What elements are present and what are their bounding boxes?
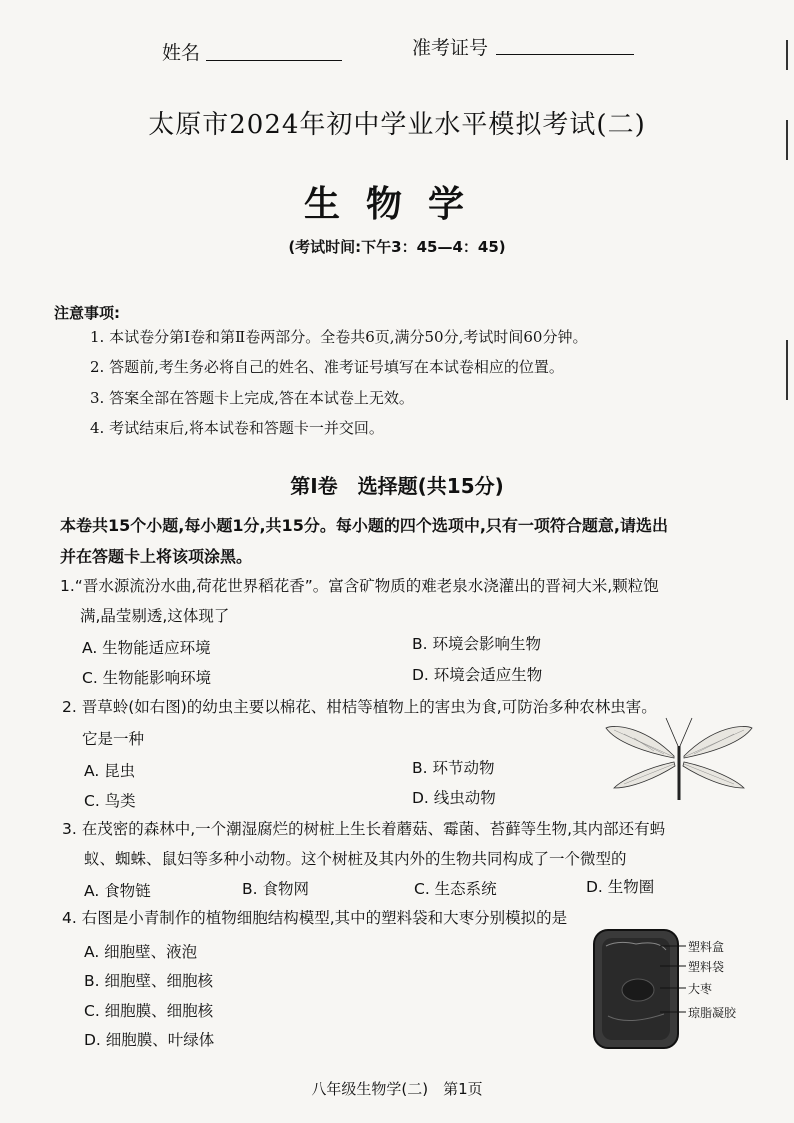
question-1-text: 满,晶莹剔透,这体现了 [80, 607, 230, 625]
note-item: 4. 考试结束后,将本试卷和答题卡一并交回。 [90, 419, 384, 437]
wing-lower-left [614, 762, 675, 788]
option-d[interactable]: D. 线虫动物 [412, 789, 496, 807]
question-4-text: 4. 右图是小青制作的植物细胞结构模型,其中的塑料袋和大枣分别模拟的是 [62, 909, 568, 927]
note-item: 3. 答案全部在答题卡上完成,答在本试卷上无效。 [90, 389, 414, 407]
page-footer: 八年级生物学(二) 第1页 [311, 1080, 483, 1098]
name-label: 姓名 [162, 42, 201, 64]
question-3-text: 3. 在茂密的森林中,一个潮湿腐烂的树桩上生长着蘑菇、霉菌、苔藓等生物,其内部还有蚂 [62, 820, 666, 838]
option-b[interactable]: B. 食物网 [242, 880, 309, 898]
notes-title: 注意事项: [54, 304, 120, 322]
option-b[interactable]: B. 细胞壁、细胞核 [84, 972, 213, 990]
name-field-line[interactable] [206, 60, 342, 61]
edge-mark [786, 340, 788, 400]
exam-time: (考试时间:下午3：45—4：45) [288, 238, 506, 256]
question-2-text: 2. 晋草蛉(如右图)的幼虫主要以棉花、柑桔等植物上的害虫为食,可防治多种农林虫害。 [62, 698, 657, 716]
figure-label-agar: 琼脂凝胶 [688, 1006, 737, 1020]
option-b[interactable]: B. 环境会影响生物 [412, 635, 541, 653]
note-item: 2. 答题前,考生务必将自己的姓名、准考证号填写在本试卷相应的位置。 [90, 358, 564, 376]
option-c[interactable]: C. 细胞膜、细胞核 [84, 1002, 214, 1020]
lacewing-illustration [604, 716, 754, 806]
option-c[interactable]: C. 鸟类 [84, 792, 136, 810]
lacewing-antennae [666, 718, 692, 746]
figure-label-box: 塑料盒 [688, 940, 725, 954]
id-field-line[interactable] [496, 54, 634, 55]
note-item: 1. 本试卷分第Ⅰ卷和第Ⅱ卷两部分。全卷共6页,满分50分,考试时间60分钟。 [90, 328, 588, 346]
option-c[interactable]: C. 生态系统 [414, 880, 497, 898]
subject-title: 生物学 [303, 184, 490, 225]
section-instructions: 并在答题卡上将该项涂黑。 [60, 547, 253, 566]
section-title: 第Ⅰ卷 选择题(共15分) [290, 474, 504, 498]
question-1-text: 1.“晋水源流汾水曲,荷花世界稻花香”。富含矿物质的难老泉水浇灌出的晋祠大米,颗粒饱 [60, 577, 659, 595]
id-label: 准考证号 [412, 37, 489, 59]
option-a[interactable]: A. 细胞壁、液泡 [84, 943, 198, 961]
option-a[interactable]: A. 昆虫 [84, 762, 136, 780]
figure-label-bag: 塑料袋 [688, 960, 725, 974]
cell-model-pointers [660, 936, 688, 1026]
figure-label-jujube: 大枣 [688, 982, 713, 996]
option-a[interactable]: A. 食物链 [84, 882, 151, 900]
option-c[interactable]: C. 生物能影响环境 [82, 669, 212, 687]
edge-mark [786, 40, 788, 70]
question-3-text: 蚁、蜘蛛、鼠妇等多种小动物。这个树桩及其内外的生物共同构成了一个微型的 [84, 850, 627, 868]
option-d[interactable]: D. 细胞膜、叶绿体 [84, 1031, 215, 1049]
exam-title: 太原市2024年初中学业水平模拟考试(二) [148, 110, 646, 140]
option-b[interactable]: B. 环节动物 [412, 759, 495, 777]
wing-lower-right [683, 762, 744, 788]
jujube-shape [622, 979, 654, 1001]
question-2-text: 它是一种 [82, 730, 145, 748]
option-d[interactable]: D. 生物圈 [586, 878, 655, 896]
option-a[interactable]: A. 生物能适应环境 [82, 639, 211, 657]
option-d[interactable]: D. 环境会适应生物 [412, 666, 543, 684]
section-instructions: 本卷共15个小题,每小题1分,共15分。每小题的四个选项中,只有一项符合题意,请选出 [60, 516, 668, 535]
